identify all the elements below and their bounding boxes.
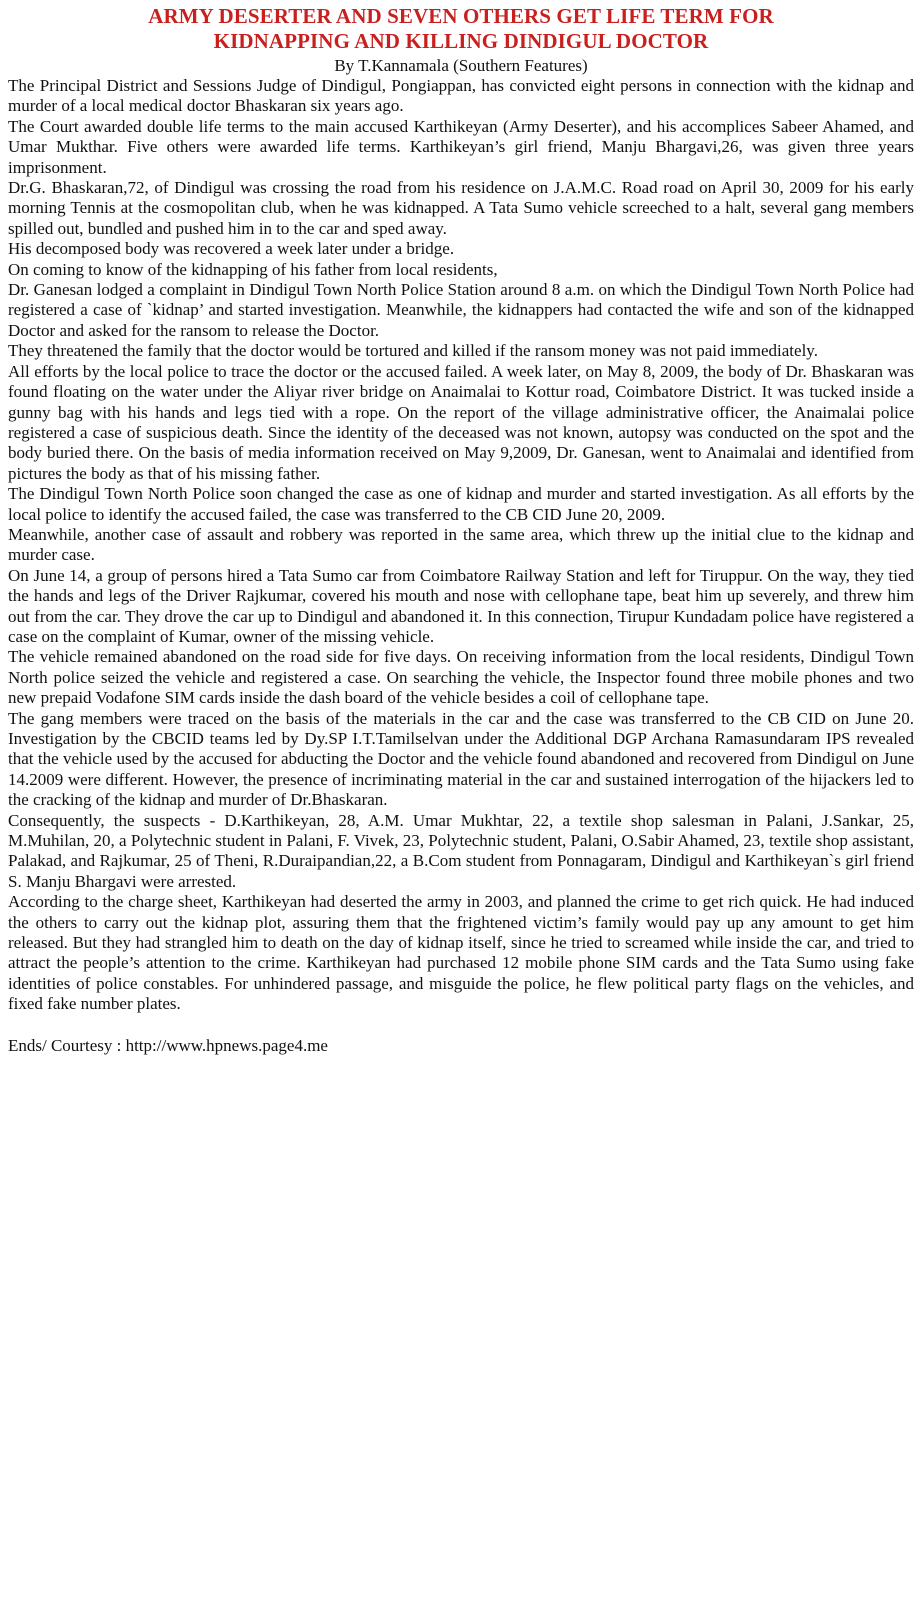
paragraph: Consequently, the suspects - D.Karthikeyan, 28, A.M. Umar Mukhtar, 22, a textile shop salesman in Palani, J.Sankar, 25, M.Muhilan, 20, a Polytechnic student in Palani, F. Vivek, 23, Polytechnic student, Palani, O.Sabir Ahamed, 23, textile shop assistant, Palakad, and Rajkumar, 25 of Theni, R.Duraipandian,22, a B.Com student from Ponnagaram, Dindigul and Karthikeyan`s girl friend S. Manju Bhargavi were arrested. [8, 810, 914, 891]
paragraph: Meanwhile, another case of assault and robbery was reported in the same area, which threw up the initial clue to the kidnap and murder case. [8, 524, 914, 565]
article-body [8, 76, 914, 1015]
footer-courtesy: Ends/ Courtesy : http://www.hpnews.page4.me [8, 1035, 328, 1055]
paragraph: The gang members were traced on the basis of the materials in the car and the case was transferred to the CB CID on June 20. Investigation by the CBCID teams led by Dy.SP I.T.Tamilselvan under the Additional DGP Archana Ramasundaram IPS revealed that the vehicle used by the accused for abducting the Doctor and the vehicle found abandoned and recovered from Dindigul on June 14.2009 were different. However, the presence of incriminating material in the car and sustained interrogation of the hijackers led to the cracking of the kidnap and murder of Dr.Bhaskaran. [8, 708, 914, 810]
paragraph: On June 14, a group of persons hired a Tata Sumo car from Coimbatore Railway Station and left for Tiruppur. On the way, they tied the hands and legs of the Driver Rajkumar, covered his mouth and nose with cellophane tape, beat him up severely, and threw him out from the car. They drove the car up to Dindigul and abandoned it. In this connection, Tirupur Kundadam police have registered a case on the complaint of Kumar, owner of the missing vehicle. [8, 565, 914, 646]
headline [8, 4, 914, 54]
byline: By T.Kannamala (Southern Features) [334, 56, 588, 75]
paragraph: All efforts by the local police to trace the doctor or the accused failed. A week later, on May 8, 2009, the body of Dr. Bhaskaran was found floating on the water under the Aliyar river bridge on Anaimalai to Kottur road, Coimbatore District. It was tucked inside a gunny bag with his hands and legs tied with a rope. On the report of the village administrative officer, the Anaimalai police registered a case of suspicious death. Since the identity of the deceased was not known, autopsy was conducted on the spot and the body buried there. On the basis of media information received on May 9,2009, Dr. Ganesan, went to Anaimalai and identified from pictures the body as that of his missing father. [8, 361, 914, 483]
paragraph: His decomposed body was recovered a week later under a bridge. [8, 239, 455, 259]
paragraph: The Dindigul Town North Police soon changed the case as one of kidnap and murder and started investigation. As all efforts by the local police to identify the accused failed, the case was transferred to the CB CID June 20, 2009. [8, 484, 914, 524]
paragraph: The Principal District and Sessions Judge of Dindigul, Pongiappan, has convicted eight persons in connection with the kidnap and murder of a local medical doctor Bhaskaran six years ago. [8, 76, 914, 116]
paragraph: The vehicle remained abandoned on the road side for five days. On receiving information from the local residents, Dindigul Town North police seized the vehicle and registered a case. On searching the vehicle, the Inspector found three mobile phones and two new prepaid Vodafone SIM cards inside the dash board of the vehicle besides a coil of cellophane tape. [8, 647, 914, 708]
headline-line-1: ARMY DESERTER AND SEVEN OTHERS GET LIFE TERM FOR [148, 4, 774, 28]
headline-line-2: KIDNAPPING AND KILLING DINDIGUL DOCTOR [213, 29, 709, 53]
paragraph: Dr. Ganesan lodged a complaint in Dindigul Town North Police Station around 8 a.m. on which the Dindigul Town North Police had registered a case of `kidnap’ and started investigation. Meanwhile, the kidnappers had contacted the wife and son of the kidnapped Doctor and asked for the ransom to release the Doctor. [8, 280, 914, 340]
paragraph: According to the charge sheet, Karthikeyan had deserted the army in 2003, and planned the crime to get rich quick. He had induced the others to carry out the kidnap plot, assuring them that the frightened victim’s family would pay up any amount to get him released. But they had strangled him to death on the day of kidnap itself, since he tried to screamed while inside the car, and tried to attract the people’s attention to the crime. Karthikeyan had purchased 12 mobile phone SIM cards and the Tata Sumo using fake identities of police constables. For unhindered passage, and misguide the police, he flew political party flags on the vehicles, and fixed fake number plates. [8, 892, 914, 1014]
paragraph: Dr.G. Bhaskaran,72, of Dindigul was crossing the road from his residence on J.A.M.C. Road road on April 30, 2009 for his early morning Tennis at the cosmopolitan club, when he was kidnapped. A Tata Sumo vehicle screeched to a halt, several gang members spilled out, bundled and pushed him in to the car and sped away. [8, 178, 914, 238]
paragraph: They threatened the family that the doctor would be tortured and killed if the ransom money was not paid immediately. [8, 341, 818, 361]
paragraph: On coming to know of the kidnapping of his father from local residents, [8, 259, 498, 279]
paragraph: The Court awarded double life terms to the main accused Karthikeyan (Army Deserter), and his accomplices Sabeer Ahamed, and Umar Mukthar. Five others were awarded life terms. Karthikeyan’s girl friend, Manju Bhargavi,26, was given three years imprisonment. [8, 116, 914, 177]
